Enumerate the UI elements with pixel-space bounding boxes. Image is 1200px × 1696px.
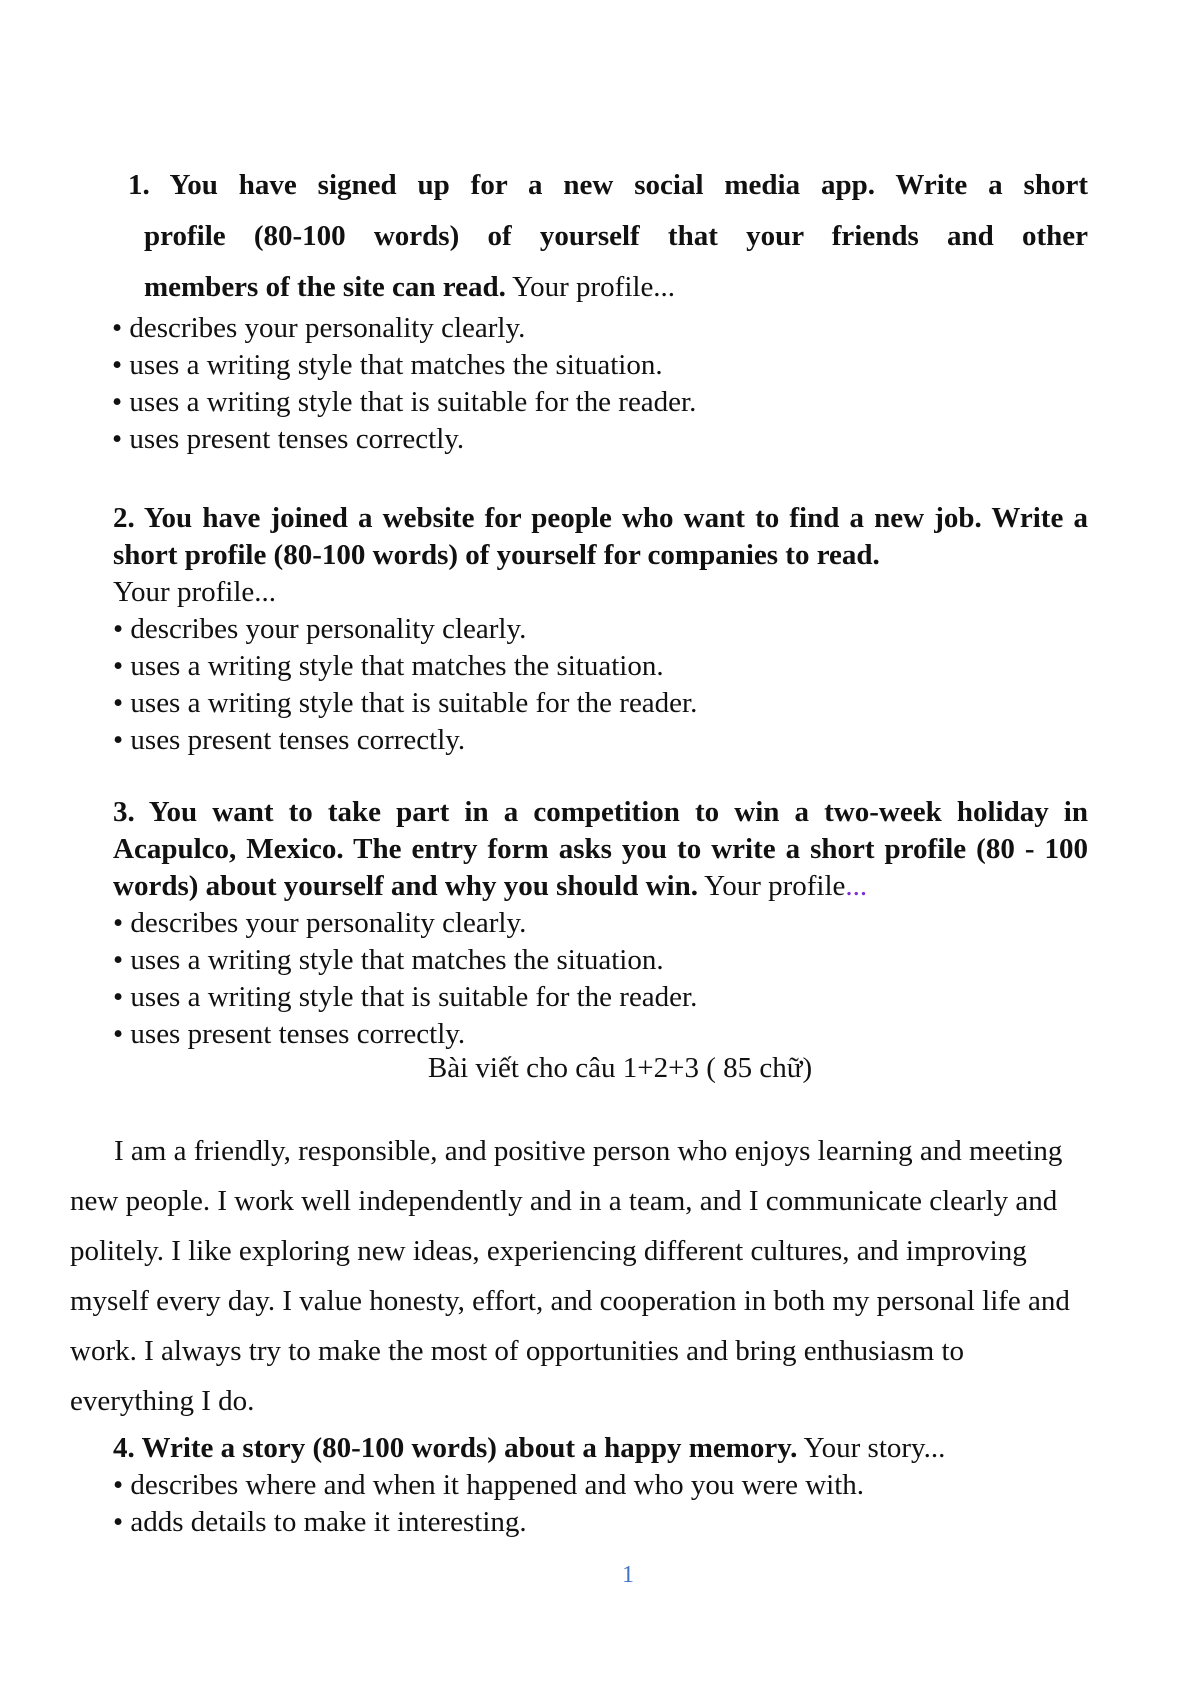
question-3-prompt xyxy=(113,794,1088,905)
list-item: • describes your personality clearly. xyxy=(113,907,527,939)
question-1-line-2: profile (80-100 words) of yourself that your friends and other xyxy=(144,220,1088,252)
question-2-lead-in: Your profile... xyxy=(113,576,276,608)
answer-essay: I am a friendly, responsible, and positive person who enjoys learning and meeting new people. I work well independently and in a team, and I communicate clearly and politely. I like exploring new ideas, experiencing different cultures, and improving myself every day. I value honesty, effort, and cooperation in both my personal life and work. I always try to make the most of opportunities and bring enthusiasm to everything I do. xyxy=(70,1135,1070,1417)
question-3 xyxy=(113,794,1088,1053)
question-2 xyxy=(113,500,1088,759)
question-2-prompt-text: 2. You have joined a website for people who want to find a new job. Write a short profile (80-100 words) of yourself for companies to read. xyxy=(113,502,1088,571)
question-2-prompt xyxy=(113,500,1088,574)
question-1 xyxy=(128,160,1088,313)
list-item: • uses a writing style that is suitable for the reader. xyxy=(113,981,698,1013)
question-4-prompt xyxy=(113,1430,1088,1467)
list-item: • uses present tenses correctly. xyxy=(113,724,466,756)
answer-heading: Bài viết cho câu 1+2+3 ( 85 chữ) xyxy=(427,1052,813,1084)
list-item: • uses a writing style that is suitable for the reader. xyxy=(113,687,698,719)
list-item: • uses present tenses correctly. xyxy=(113,1018,466,1050)
question-1-line-3 xyxy=(128,262,1088,313)
list-item: • uses a writing style that is suitable for the reader. xyxy=(112,386,697,418)
question-1-criteria xyxy=(112,310,696,458)
list-item: • uses present tenses correctly. xyxy=(112,423,465,455)
list-item: • adds details to make it interesting. xyxy=(113,1506,527,1538)
question-1-line-1: 1. You have signed up for a new social media app. Write a short xyxy=(128,169,1088,201)
list-item: • describes your personality clearly. xyxy=(113,613,527,645)
list-item: • uses a writing style that matches the situation. xyxy=(112,349,663,381)
question-4 xyxy=(113,1430,1088,1541)
question-4-lead-in: Your story... xyxy=(797,1432,946,1464)
question-3-prompt-text: 3. You want to take part in a competition to win a two-week holiday in Acapulco, Mexico. The entry form asks you to write a short profile (80 - 100 words) about yourself and why you should win. xyxy=(113,796,1088,902)
list-item: • uses a writing style that matches the situation. xyxy=(113,650,664,682)
list-item: • describes your personality clearly. xyxy=(112,312,526,344)
question-4-prompt-text: 4. Write a story (80-100 words) about a happy memory. xyxy=(113,1432,798,1464)
question-1-lead-in: Your profile... xyxy=(505,271,676,303)
list-item: • uses a writing style that matches the situation. xyxy=(113,944,664,976)
question-3-lead-in: Your profile xyxy=(697,870,846,902)
ellipsis: ... xyxy=(845,870,868,902)
page-number: 1 xyxy=(622,1562,634,1588)
question-1-prompt-end: members of the site can read. xyxy=(144,271,506,303)
list-item: • describes where and when it happened and who you were with. xyxy=(113,1469,865,1501)
